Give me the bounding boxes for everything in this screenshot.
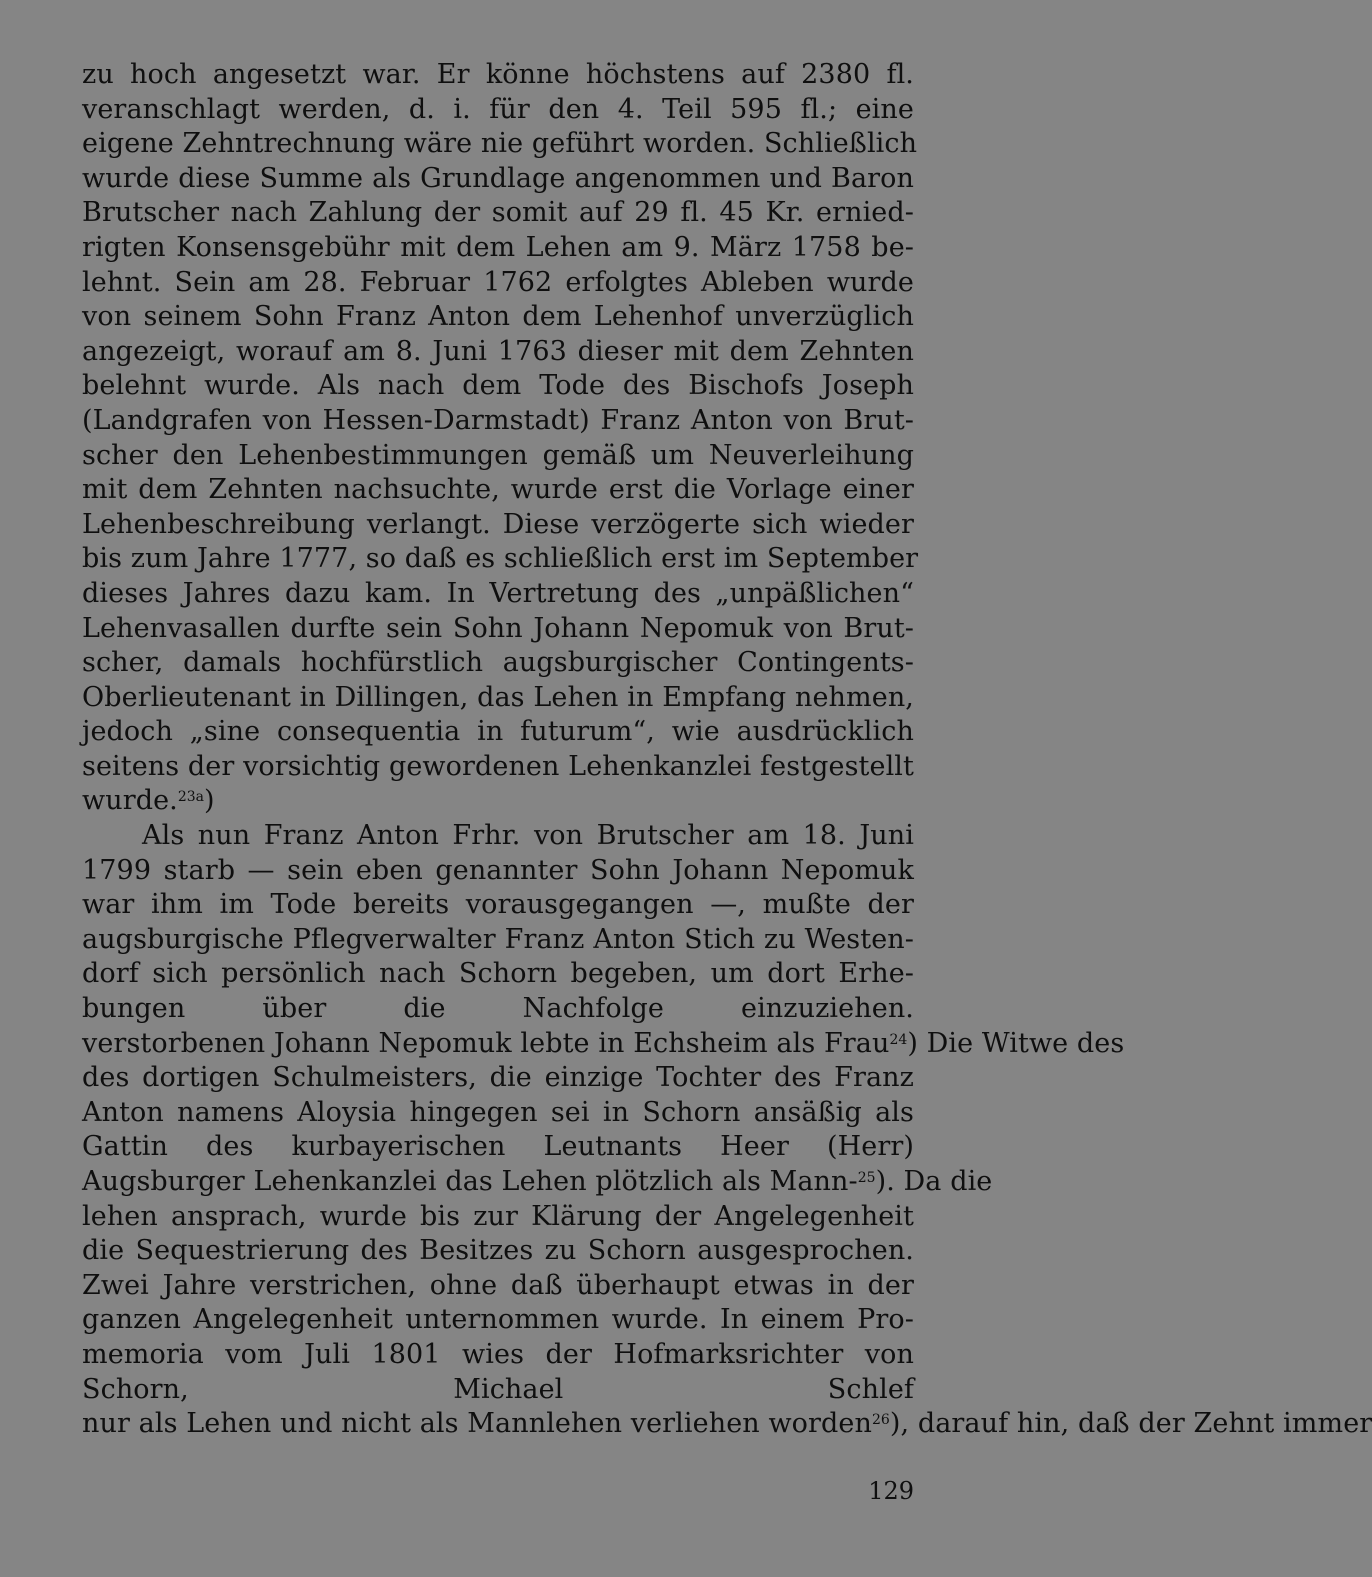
text-line (82, 854, 914, 889)
text-line (82, 992, 914, 1027)
line-text: seitens der vorsichtig gewordenen Lehenkanzlei festgestellt (82, 750, 914, 782)
footnote-marker: 26 (872, 1412, 890, 1429)
text-line (82, 1165, 993, 1200)
line-text: des dortigen Schulmeisters, die einzige Tochter des Franz (82, 1062, 914, 1094)
text-line (82, 612, 914, 647)
text-line (82, 1269, 914, 1304)
text-line (82, 439, 914, 474)
line-text: Augsburger Lehenkanzlei das Lehen plötzlich als Mann- (82, 1166, 858, 1197)
line-text: eigene Zehntrechnung wäre nie geführt worden. Schließlich (82, 128, 918, 160)
line-text: wurde diese Summe als Grundlage angenommen und Baron (82, 162, 914, 194)
text-line (82, 681, 914, 716)
line-text: angezeigt, worauf am 8. Juni 1763 dieser mit dem Zehnten (82, 335, 914, 367)
line-text: rigten Konsensgebühr mit dem Lehen am 9. März 1758 be- (82, 231, 914, 263)
text-line (82, 957, 914, 992)
line-text: lehnt. Sein am 28. Februar 1762 erfolgtes Ableben wurde (82, 266, 914, 298)
text-line (82, 1407, 1372, 1442)
line-text: Lehenbeschreibung verlangt. Diese verzögerte sich wieder (82, 508, 914, 540)
line-text: war ihm im Tode bereits vorausgegangen —, mußte der (82, 889, 914, 921)
line-text-continued: ). Da die (875, 1166, 993, 1197)
line-text: mit dem Zehnten nachsuchte, wurde erst die Vorlage einer (82, 474, 914, 506)
text-line (82, 1130, 914, 1165)
text-line (82, 335, 914, 370)
line-text: scher den Lehenbestimmungen gemäß um Neuverleihung (82, 439, 914, 471)
line-text: augsburgische Pflegverwalter Franz Anton Stich zu Westen- (82, 923, 914, 955)
line-text: lehen ansprach, wurde bis zur Klärung der Angelegenheit (82, 1200, 914, 1232)
line-text: Anton namens Aloysia hingegen sei in Schorn ansäßig als (82, 1096, 914, 1128)
line-text: dorf sich persönlich nach Schorn begeben, um dort Erhe- (82, 958, 914, 990)
line-text-continued: ) Die Witwe des (907, 1027, 1125, 1059)
text-line (82, 542, 919, 577)
line-text: verstorbenen Johann Nepomuk lebte in Echsheim als Frau (82, 1027, 890, 1059)
line-text: zu hoch angesetzt war. Er könne höchstens auf 2380 fl. (82, 59, 914, 90)
line-text: dieses Jahres dazu kam. In Vertretung des „unpäßlichen“ (82, 577, 914, 609)
footnote-marker: 25 (857, 1170, 876, 1186)
line-text: ganzen Angelegenheit unternommen wurde. In einem Pro- (82, 1304, 914, 1336)
text-line (82, 473, 914, 508)
text-line (82, 196, 914, 231)
line-text: memoria vom Juli 1801 wies der Hofmarksrichter von (82, 1338, 914, 1370)
text-line (82, 888, 914, 923)
line-text: die Sequestrierung des Besitzes zu Schorn ausgesprochen. (82, 1235, 914, 1267)
text-line (82, 715, 914, 750)
footnote-marker: 23a (177, 789, 205, 806)
line-text: Brutscher nach Zahlung der somit auf 29 fl. 45 Kr. ernied- (82, 197, 914, 229)
text-line (82, 784, 914, 819)
line-text: Oberlieutenant in Dillingen, das Lehen in Empfang nehmen, (82, 681, 914, 713)
line-text: Schorn, Michael Schlef (82, 1373, 914, 1405)
line-text: (Landgrafen von Hessen-Darmstadt) Franz Anton von Brut- (82, 404, 914, 436)
line-text: wurde. (82, 785, 178, 817)
line-text: von seinem Sohn Franz Anton dem Lehenhof unverzüglich (82, 301, 914, 333)
text-line (82, 750, 914, 785)
line-text: jedoch „sine consequentia in futurum“, wie ausdrücklich (82, 716, 914, 748)
line-text-continued: ), darauf hin, daß der Zehnt immer (889, 1408, 1372, 1440)
text-line (82, 1027, 1125, 1062)
text-line (82, 819, 914, 854)
text-line (82, 1061, 914, 1096)
text-line (82, 1096, 914, 1131)
text-line (82, 231, 914, 266)
text-line (82, 266, 914, 301)
text-line (82, 93, 914, 128)
text-line (82, 369, 914, 404)
line-text: bis zum Jahre 1777, so daß es schließlich erst im September (82, 543, 919, 575)
text-line (82, 162, 914, 197)
text-line (82, 508, 914, 543)
line-text: nur als Lehen und nicht als Mannlehen verliehen worden (82, 1408, 872, 1440)
line-text-continued: ) (204, 785, 215, 817)
text-line (82, 923, 914, 958)
line-text: veranschlagt werden, d. i. für den 4. Teil 595 fl.; eine (82, 93, 914, 125)
footnote-marker: 24 (889, 1031, 908, 1048)
line-text: 1799 starb — sein eben genannter Sohn Johann Nepomuk (82, 854, 914, 886)
text-line (82, 1338, 914, 1373)
line-text: scher, damals hochfürstlich augsburgischer Contingents- (82, 647, 914, 679)
text-line (82, 300, 914, 335)
text-line (82, 1200, 914, 1235)
text-line (82, 1234, 914, 1269)
line-text: Zwei Jahre verstrichen, ohne daß überhaupt etwas in der (82, 1269, 914, 1301)
line-text: Als nun Franz Anton Frhr. von Brutscher am 18. Juni (142, 820, 914, 852)
line-text: Lehenvasallen durfte sein Sohn Johann Nepomuk von Brut- (82, 612, 914, 644)
text-line (82, 646, 914, 681)
line-text: belehnt wurde. Als nach dem Tode des Bischofs Joseph (82, 370, 914, 402)
line-text: bungen über die Nachfolge einzuziehen. (82, 993, 914, 1025)
text-line (82, 127, 918, 162)
page-number: 129 (868, 1477, 914, 1505)
body-text (82, 58, 1372, 1442)
text-line (82, 1373, 914, 1408)
text-line (82, 577, 914, 612)
text-line (82, 1303, 914, 1338)
text-line (82, 58, 914, 93)
text-line (82, 404, 914, 439)
line-text: Gattin des kurbayerischen Leutnants Heer (Herr) (82, 1131, 914, 1163)
